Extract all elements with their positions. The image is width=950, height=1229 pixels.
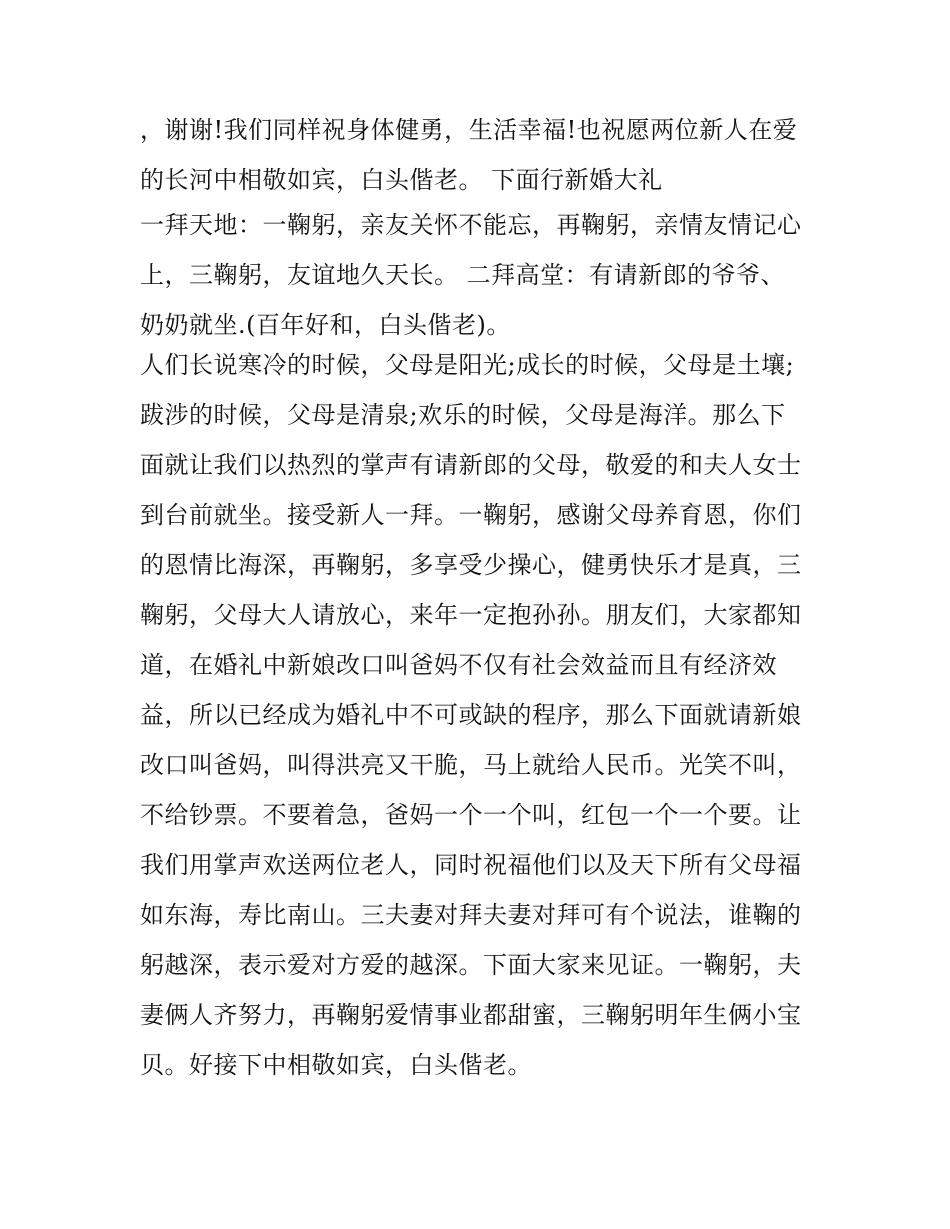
text-line: 面就让我们以热烈的掌声有请新郎的父母，敬爱的和夫人女士 bbox=[140, 451, 802, 479]
document-body bbox=[140, 110, 820, 1095]
text-line: 我们用掌声欢送两位老人，同时祝福他们以及天下所有父母福 bbox=[140, 851, 802, 879]
text-line: 如东海，寿比南山。三夫妻对拜夫妻对拜可有个说法，谁鞠的 bbox=[140, 901, 802, 929]
text-line: 一拜天地：一鞠躬，亲友关怀不能忘，再鞠躬，亲情友情记心 bbox=[140, 211, 802, 239]
text-line: 躬越深，表示爱对方爱的越深。下面大家来见证。一鞠躬，夫 bbox=[140, 951, 802, 979]
text-line: 益，所以已经成为婚礼中不可或缺的程序，那么下面就请新娘 bbox=[140, 701, 802, 729]
text-line: 不给钞票。不要着急，爸妈一个一个叫，红包一个一个要。让 bbox=[140, 801, 802, 829]
text-line: 奶奶就坐.(百年好和，白头偕老)。 bbox=[140, 311, 511, 339]
text-line: ，谢谢!我们同样祝身体健勇，生活幸福!也祝愿两位新人在爱 bbox=[140, 116, 798, 144]
text-line: 贝。好接下中相敬如宾，白头偕老。 bbox=[140, 1051, 532, 1079]
text-line: 道，在婚礼中新娘改口叫爸妈不仅有社会效益而且有经济效 bbox=[140, 651, 777, 679]
text-line: 上，三鞠躬，友谊地久天长。 二拜高堂：有请新郎的爷爷、 bbox=[140, 261, 786, 289]
text-line: 的恩情比海深，再鞠躬，多享受少操心，健勇快乐才是真，三 bbox=[140, 551, 802, 579]
text-line: 的长河中相敬如宾，白头偕老。 下面行新婚大礼 bbox=[140, 166, 663, 194]
text-line: 鞠躬，父母大人请放心，来年一定抱孙孙。朋友们，大家都知 bbox=[140, 601, 802, 629]
text-line: 妻俩人齐努力，再鞠躬爱情事业都甜蜜，三鞠躬明年生俩小宝 bbox=[140, 1001, 802, 1029]
text-line: 人们长说寒冷的时候，父母是阳光;成长的时候，父母是土壤; bbox=[140, 351, 795, 379]
text-line: 到台前就坐。接受新人一拜。一鞠躬，感谢父母养育恩，你们 bbox=[140, 501, 802, 529]
text-line: 改口叫爸妈，叫得洪亮又干脆，马上就给人民币。光笑不叫， bbox=[140, 751, 802, 779]
text-line: 跋涉的时候，父母是清泉;欢乐的时候，父母是海洋。那么下 bbox=[140, 401, 786, 429]
